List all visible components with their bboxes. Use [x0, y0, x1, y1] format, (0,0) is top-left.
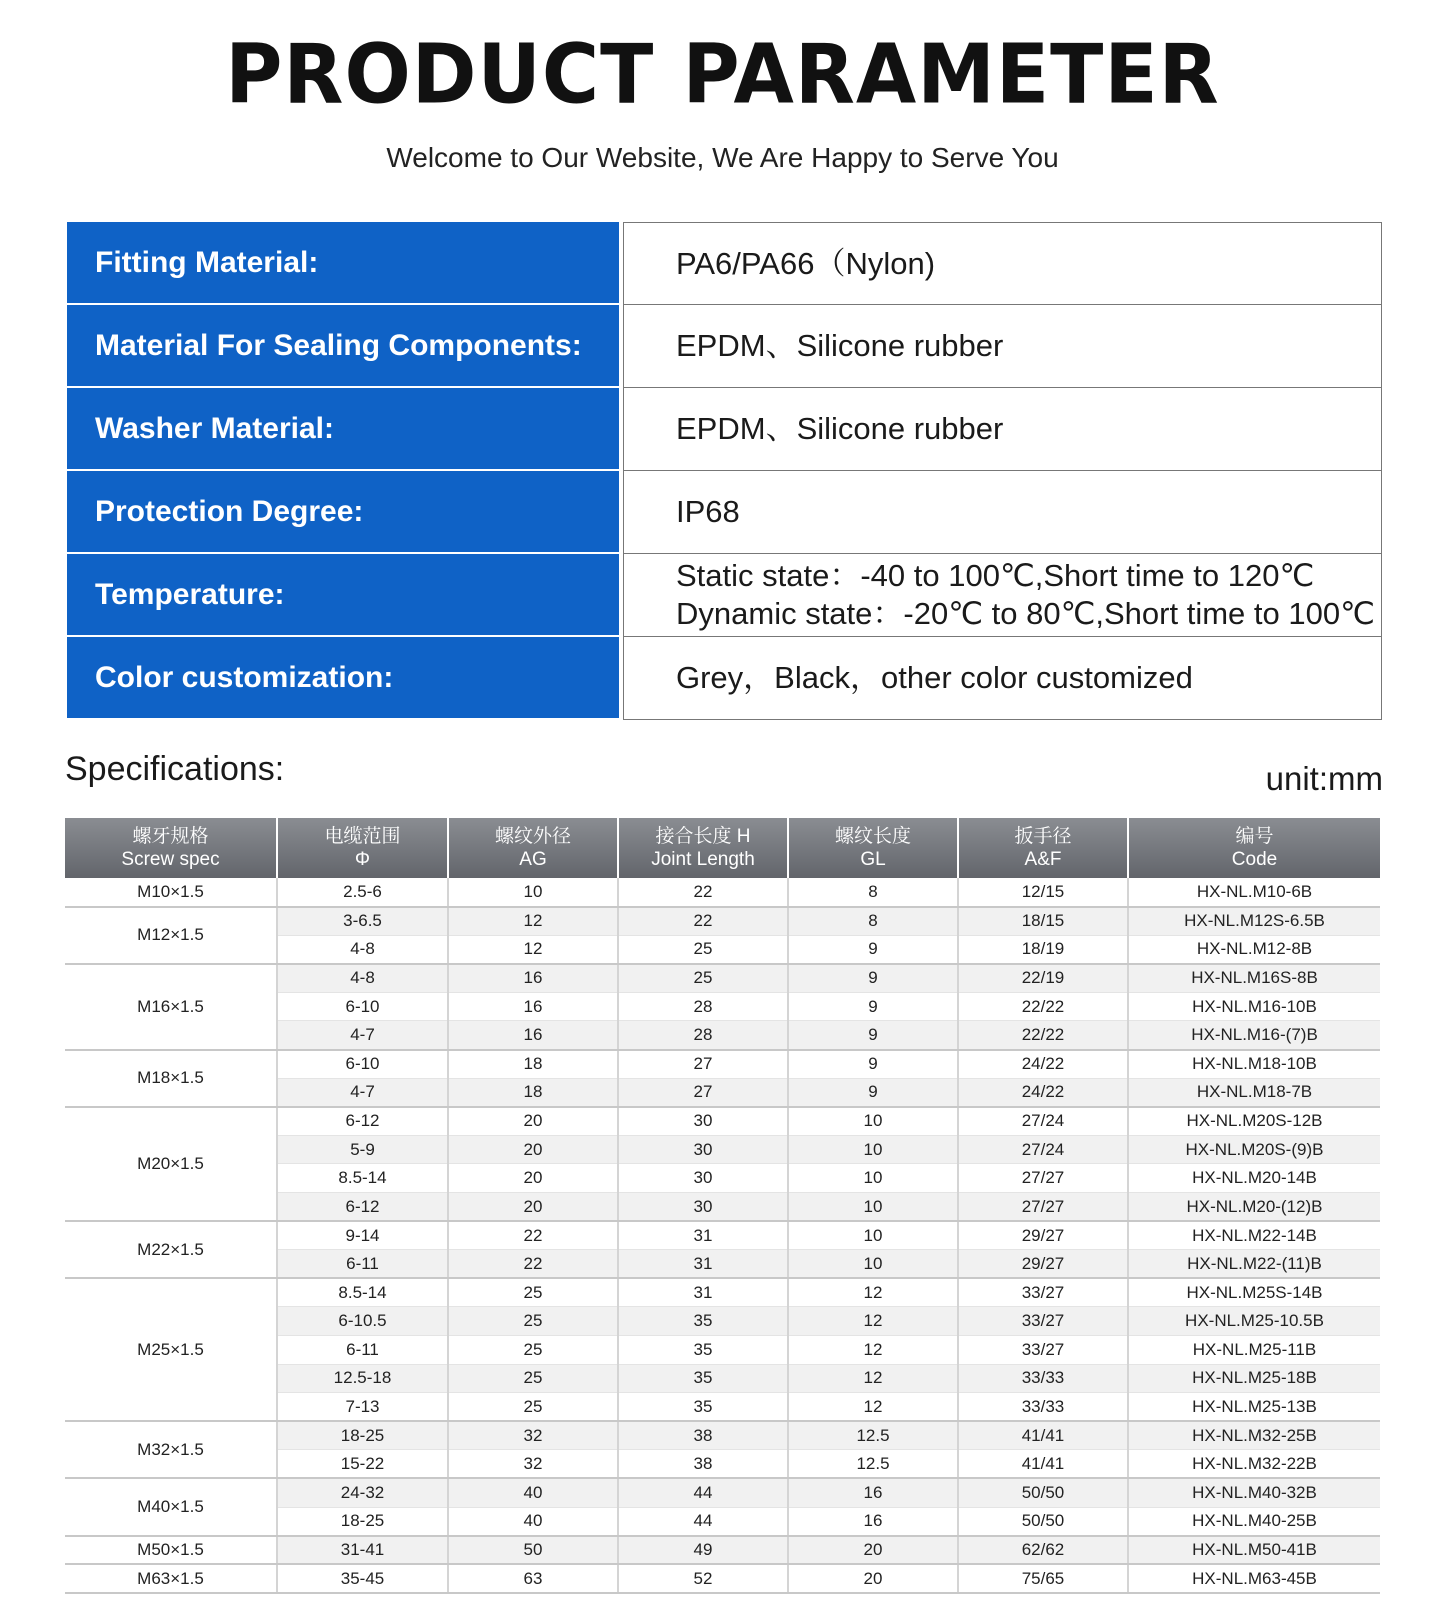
thread-od-cell: 18	[448, 1050, 618, 1079]
screw-spec-cell: M25×1.5	[65, 1278, 277, 1421]
thread-od-cell: 20	[448, 1135, 618, 1164]
thread-od-cell: 25	[448, 1393, 618, 1422]
cable-range-cell: 18-25	[277, 1507, 448, 1536]
thread-length-cell: 9	[788, 935, 958, 964]
column-header	[958, 818, 1128, 878]
wrench-size-cell: 41/41	[958, 1450, 1128, 1479]
code-cell: HX-NL.M16S-8B	[1128, 964, 1380, 993]
thread-length-cell: 20	[788, 1564, 958, 1593]
cable-range-cell: 6-11	[277, 1336, 448, 1365]
column-header-en: Φ	[354, 849, 371, 870]
table-header-row	[65, 818, 1380, 878]
thread-length-cell: 12	[788, 1336, 958, 1365]
cable-range-cell: 8.5-14	[277, 1278, 448, 1307]
screw-spec-cell: M10×1.5	[65, 878, 277, 907]
thread-length-cell: 8	[788, 878, 958, 907]
column-header-en: Code	[1231, 849, 1278, 870]
thread-od-cell: 20	[448, 1164, 618, 1193]
page-title: PRODUCT PARAMETER	[225, 27, 1220, 123]
joint-length-cell: 28	[618, 992, 788, 1021]
thread-od-cell: 22	[448, 1250, 618, 1279]
joint-length-cell: 27	[618, 1078, 788, 1107]
joint-length-cell: 52	[618, 1564, 788, 1593]
thread-length-cell: 10	[788, 1193, 958, 1222]
column-header-cn: 螺纹外径	[494, 826, 571, 847]
table-row	[65, 1107, 1380, 1136]
code-cell: HX-NL.M22-14B	[1128, 1221, 1380, 1250]
code-cell: HX-NL.M20S-(9)B	[1128, 1135, 1380, 1164]
thread-length-cell: 10	[788, 1135, 958, 1164]
table-row	[65, 1564, 1380, 1593]
code-cell: HX-NL.M10-6B	[1128, 878, 1380, 907]
code-cell: HX-NL.M50-41B	[1128, 1536, 1380, 1565]
screw-spec-cell: M40×1.5	[65, 1478, 277, 1535]
cable-range-cell: 15-22	[277, 1450, 448, 1479]
joint-length-cell: 30	[618, 1164, 788, 1193]
specifications-heading: Specifications:	[65, 750, 285, 788]
cable-range-cell: 4-8	[277, 964, 448, 993]
screw-spec-cell: M22×1.5	[65, 1221, 277, 1278]
thread-od-cell: 40	[448, 1478, 618, 1507]
parameter-label: Fitting Material:	[67, 222, 619, 305]
parameter-value-line: IP68	[676, 494, 740, 529]
table-row	[65, 878, 1380, 907]
cable-range-cell: 9-14	[277, 1221, 448, 1250]
parameter-value	[623, 554, 1382, 637]
thread-length-cell: 12	[788, 1307, 958, 1336]
code-cell: HX-NL.M25S-14B	[1128, 1278, 1380, 1307]
parameter-label: Material For Sealing Components:	[67, 305, 619, 388]
thread-od-cell: 40	[448, 1507, 618, 1536]
code-cell: HX-NL.M22-(11)B	[1128, 1250, 1380, 1279]
joint-length-cell: 27	[618, 1050, 788, 1079]
joint-length-cell: 31	[618, 1250, 788, 1279]
wrench-size-cell: 27/24	[958, 1107, 1128, 1136]
cable-range-cell: 5-9	[277, 1135, 448, 1164]
code-cell: HX-NL.M32-25B	[1128, 1421, 1380, 1450]
parameter-label: Protection Degree:	[67, 471, 619, 554]
table-row	[65, 907, 1380, 936]
column-header-cn: 编号	[1235, 826, 1274, 847]
screw-spec-cell: M63×1.5	[65, 1564, 277, 1593]
code-cell: HX-NL.M20-14B	[1128, 1164, 1380, 1193]
wrench-size-cell: 29/27	[958, 1250, 1128, 1279]
thread-od-cell: 12	[448, 935, 618, 964]
thread-od-cell: 25	[448, 1364, 618, 1393]
cable-range-cell: 4-7	[277, 1078, 448, 1107]
joint-length-cell: 28	[618, 1021, 788, 1050]
thread-length-cell: 12.5	[788, 1450, 958, 1479]
wrench-size-cell: 27/27	[958, 1164, 1128, 1193]
code-cell: HX-NL.M20S-12B	[1128, 1107, 1380, 1136]
wrench-size-cell: 75/65	[958, 1564, 1128, 1593]
column-header-cn: 螺牙规格	[132, 826, 209, 847]
column-header-en: Joint Length	[651, 849, 755, 870]
cable-range-cell: 6-10	[277, 1050, 448, 1079]
code-cell: HX-NL.M40-25B	[1128, 1507, 1380, 1536]
wrench-size-cell: 50/50	[958, 1507, 1128, 1536]
code-cell: HX-NL.M25-11B	[1128, 1336, 1380, 1365]
parameter-label: Temperature:	[67, 554, 619, 637]
cable-range-cell: 8.5-14	[277, 1164, 448, 1193]
cable-range-cell: 24-32	[277, 1478, 448, 1507]
wrench-size-cell: 18/15	[958, 907, 1128, 936]
thread-length-cell: 9	[788, 1021, 958, 1050]
code-cell: HX-NL.M63-45B	[1128, 1564, 1380, 1593]
table-row	[65, 1421, 1380, 1450]
column-header-cn: 接合长度 H	[655, 826, 751, 847]
joint-length-cell: 31	[618, 1221, 788, 1250]
wrench-size-cell: 24/22	[958, 1078, 1128, 1107]
thread-od-cell: 20	[448, 1107, 618, 1136]
code-cell: HX-NL.M25-18B	[1128, 1364, 1380, 1393]
column-header-cn: 扳手径	[1014, 826, 1072, 847]
wrench-size-cell: 29/27	[958, 1221, 1128, 1250]
cable-range-cell: 6-10.5	[277, 1307, 448, 1336]
parameter-label: Color customization:	[67, 637, 619, 720]
parameter-value	[623, 305, 1382, 388]
joint-length-cell: 25	[618, 935, 788, 964]
parameter-value-line: EPDM、Silicone rubber	[676, 411, 1004, 446]
cable-range-cell: 31-41	[277, 1536, 448, 1565]
thread-od-cell: 32	[448, 1450, 618, 1479]
wrench-size-cell: 33/27	[958, 1278, 1128, 1307]
joint-length-cell: 30	[618, 1135, 788, 1164]
thread-length-cell: 10	[788, 1107, 958, 1136]
thread-od-cell: 22	[448, 1221, 618, 1250]
thread-length-cell: 12	[788, 1393, 958, 1422]
thread-od-cell: 32	[448, 1421, 618, 1450]
parameter-label: Washer Material:	[67, 388, 619, 471]
parameter-row	[67, 388, 1382, 471]
column-header	[448, 818, 618, 878]
joint-length-cell: 49	[618, 1536, 788, 1565]
parameter-value	[623, 471, 1382, 554]
wrench-size-cell: 50/50	[958, 1478, 1128, 1507]
cable-range-cell: 4-8	[277, 935, 448, 964]
thread-od-cell: 18	[448, 1078, 618, 1107]
thread-length-cell: 16	[788, 1507, 958, 1536]
thread-length-cell: 16	[788, 1478, 958, 1507]
cable-range-cell: 6-12	[277, 1107, 448, 1136]
parameter-row	[67, 554, 1382, 637]
code-cell: HX-NL.M16-10B	[1128, 992, 1380, 1021]
thread-od-cell: 63	[448, 1564, 618, 1593]
cable-range-cell: 7-13	[277, 1393, 448, 1422]
specifications-table	[65, 818, 1380, 1594]
joint-length-cell: 30	[618, 1193, 788, 1222]
joint-length-cell: 35	[618, 1393, 788, 1422]
thread-od-cell: 20	[448, 1193, 618, 1222]
column-header	[277, 818, 448, 878]
column-header-en: A&F	[1024, 849, 1062, 870]
parameter-value-line: Grey，Black，other color customized	[676, 660, 1193, 695]
code-cell: HX-NL.M12S-6.5B	[1128, 907, 1380, 936]
wrench-size-cell: 27/27	[958, 1193, 1128, 1222]
wrench-size-cell: 22/19	[958, 964, 1128, 993]
code-cell: HX-NL.M20-(12)B	[1128, 1193, 1380, 1222]
cable-range-cell: 6-10	[277, 992, 448, 1021]
column-header-cn: 电缆范围	[324, 826, 401, 847]
screw-spec-cell: M18×1.5	[65, 1050, 277, 1107]
cable-range-cell: 6-12	[277, 1193, 448, 1222]
thread-length-cell: 12.5	[788, 1421, 958, 1450]
column-header	[65, 818, 277, 878]
wrench-size-cell: 24/22	[958, 1050, 1128, 1079]
parameter-row	[67, 222, 1382, 305]
joint-length-cell: 38	[618, 1421, 788, 1450]
joint-length-cell: 38	[618, 1450, 788, 1479]
screw-spec-cell: M20×1.5	[65, 1107, 277, 1221]
cable-range-cell: 18-25	[277, 1421, 448, 1450]
thread-od-cell: 25	[448, 1336, 618, 1365]
thread-od-cell: 16	[448, 1021, 618, 1050]
table-row	[65, 1050, 1380, 1079]
joint-length-cell: 35	[618, 1336, 788, 1365]
table-row	[65, 1221, 1380, 1250]
joint-length-cell: 35	[618, 1364, 788, 1393]
table-row	[65, 1478, 1380, 1507]
code-cell: HX-NL.M32-22B	[1128, 1450, 1380, 1479]
wrench-size-cell: 18/19	[958, 935, 1128, 964]
wrench-size-cell: 12/15	[958, 878, 1128, 907]
column-header-en: Screw spec	[121, 849, 220, 870]
thread-length-cell: 12	[788, 1364, 958, 1393]
wrench-size-cell: 41/41	[958, 1421, 1128, 1450]
parameter-table	[67, 222, 1382, 720]
thread-length-cell: 20	[788, 1536, 958, 1565]
code-cell: HX-NL.M16-(7)B	[1128, 1021, 1380, 1050]
joint-length-cell: 25	[618, 964, 788, 993]
wrench-size-cell: 22/22	[958, 992, 1128, 1021]
screw-spec-cell: M32×1.5	[65, 1421, 277, 1478]
code-cell: HX-NL.M25-13B	[1128, 1393, 1380, 1422]
cable-range-cell: 3-6.5	[277, 907, 448, 936]
cable-range-cell: 6-11	[277, 1250, 448, 1279]
unit-label: unit:mm	[1265, 760, 1383, 797]
thread-od-cell: 50	[448, 1536, 618, 1565]
parameter-row	[67, 637, 1382, 720]
parameter-row	[67, 471, 1382, 554]
thread-od-cell: 16	[448, 964, 618, 993]
page-subtitle: Welcome to Our Website, We Are Happy to Serve You	[386, 142, 1059, 173]
joint-length-cell: 22	[618, 878, 788, 907]
joint-length-cell: 30	[618, 1107, 788, 1136]
column-header-en: GL	[860, 849, 886, 870]
thread-od-cell: 25	[448, 1278, 618, 1307]
thread-length-cell: 10	[788, 1250, 958, 1279]
table-row	[65, 964, 1380, 993]
thread-length-cell: 9	[788, 1050, 958, 1079]
parameter-value-line: EPDM、Silicone rubber	[676, 328, 1004, 363]
cable-range-cell: 2.5-6	[277, 878, 448, 907]
wrench-size-cell: 33/27	[958, 1307, 1128, 1336]
joint-length-cell: 22	[618, 907, 788, 936]
parameter-value-line: PA6/PA66（Nylon)	[676, 245, 936, 281]
thread-length-cell: 10	[788, 1164, 958, 1193]
wrench-size-cell: 27/24	[958, 1135, 1128, 1164]
code-cell: HX-NL.M40-32B	[1128, 1478, 1380, 1507]
parameter-row	[67, 305, 1382, 388]
screw-spec-cell: M50×1.5	[65, 1536, 277, 1565]
thread-length-cell: 8	[788, 907, 958, 936]
thread-length-cell: 9	[788, 964, 958, 993]
parameter-value-line: Static state：-40 to 100℃,Short time to 120℃	[676, 558, 1315, 593]
thread-length-cell: 12	[788, 1278, 958, 1307]
thread-od-cell: 16	[448, 992, 618, 1021]
thread-od-cell: 12	[448, 907, 618, 936]
column-header	[618, 818, 788, 878]
wrench-size-cell: 62/62	[958, 1536, 1128, 1565]
cable-range-cell: 35-45	[277, 1564, 448, 1593]
thread-length-cell: 9	[788, 1078, 958, 1107]
code-cell: HX-NL.M18-7B	[1128, 1078, 1380, 1107]
column-header-en: AG	[519, 849, 547, 870]
joint-length-cell: 44	[618, 1507, 788, 1536]
cable-range-cell: 12.5-18	[277, 1364, 448, 1393]
table-row	[65, 1536, 1380, 1565]
table-row	[65, 1278, 1380, 1307]
code-cell: HX-NL.M18-10B	[1128, 1050, 1380, 1079]
screw-spec-cell: M12×1.5	[65, 907, 277, 964]
cable-range-cell: 4-7	[277, 1021, 448, 1050]
parameter-value	[623, 388, 1382, 471]
joint-length-cell: 35	[618, 1307, 788, 1336]
column-header-cn: 螺纹长度	[834, 826, 911, 847]
wrench-size-cell: 33/27	[958, 1336, 1128, 1365]
thread-od-cell: 10	[448, 878, 618, 907]
code-cell: HX-NL.M25-10.5B	[1128, 1307, 1380, 1336]
column-header	[788, 818, 958, 878]
thread-od-cell: 25	[448, 1307, 618, 1336]
joint-length-cell: 44	[618, 1478, 788, 1507]
wrench-size-cell: 33/33	[958, 1393, 1128, 1422]
joint-length-cell: 31	[618, 1278, 788, 1307]
thread-length-cell: 9	[788, 992, 958, 1021]
parameter-value	[623, 222, 1382, 305]
column-header	[1128, 818, 1380, 878]
thread-length-cell: 10	[788, 1221, 958, 1250]
parameter-value	[623, 637, 1382, 720]
screw-spec-cell: M16×1.5	[65, 964, 277, 1050]
parameter-value-line: Dynamic state：-20℃ to 80℃,Short time to 100℃	[676, 596, 1375, 631]
code-cell: HX-NL.M12-8B	[1128, 935, 1380, 964]
wrench-size-cell: 22/22	[958, 1021, 1128, 1050]
wrench-size-cell: 33/33	[958, 1364, 1128, 1393]
